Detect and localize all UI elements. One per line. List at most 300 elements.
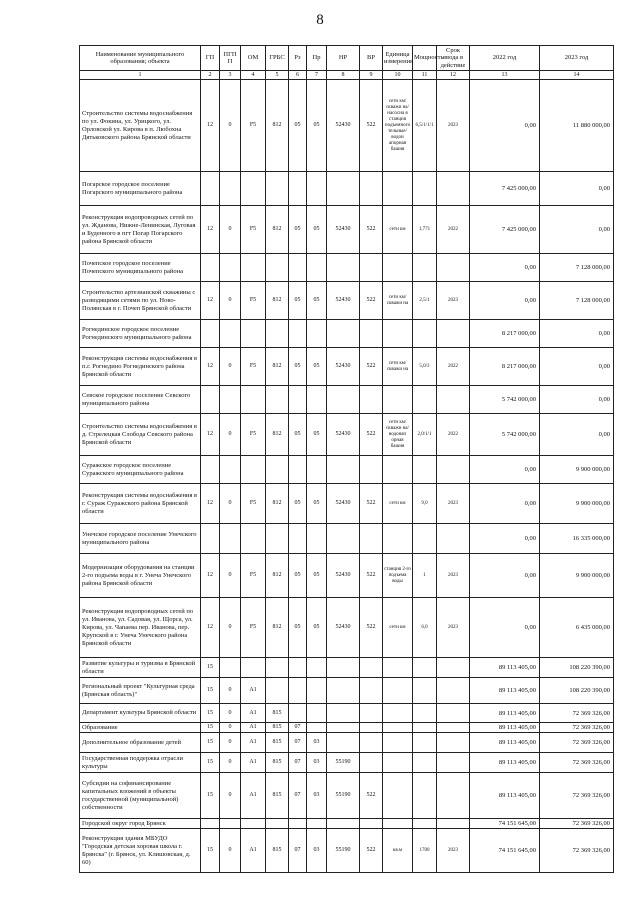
object-name: Реконструкция системы водоснабжения в г. Сураж Суражского района Брянской области <box>80 484 201 524</box>
amount-2023-cell: 16 335 000,00 <box>540 524 614 554</box>
gp-cell <box>201 386 220 414</box>
om-cell: F5 <box>241 484 266 524</box>
rz-cell: 07 <box>289 829 307 873</box>
column-number: 5 <box>266 71 289 80</box>
om-cell: F5 <box>241 554 266 598</box>
column-number: 6 <box>289 71 307 80</box>
pgp-cell <box>220 819 241 829</box>
budget-table <box>79 45 614 873</box>
nr-cell: 52430 <box>327 484 360 524</box>
grbs-cell <box>266 254 289 282</box>
rz-cell: 05 <box>289 348 307 386</box>
amount-2022-cell: 89 113 405,00 <box>470 773 540 819</box>
pr-cell: 03 <box>307 773 327 819</box>
capacity-cell <box>413 658 437 678</box>
amount-2023-cell: 11 880 000,00 <box>540 80 614 172</box>
capacity-cell <box>413 773 437 819</box>
pr-cell <box>307 524 327 554</box>
column-number: 4 <box>241 71 266 80</box>
unit-cell: станция 2-го подъема воды <box>383 554 413 598</box>
rz-cell: 05 <box>289 554 307 598</box>
header-cell: Единица измерения <box>383 46 413 71</box>
pgp-cell: 0 <box>220 829 241 873</box>
vr-cell <box>360 456 383 484</box>
om-cell: F5 <box>241 414 266 456</box>
gp-cell <box>201 254 220 282</box>
rz-cell <box>289 819 307 829</box>
capacity-cell <box>413 320 437 348</box>
pgp-cell: 0 <box>220 414 241 456</box>
unit-cell <box>383 678 413 704</box>
capacity-cell: 1,771 <box>413 206 437 254</box>
object-name: Субсидии на софинансирование капитальных вложений в объекты государственной (муниципальной) собственности <box>80 773 201 819</box>
header-cell: Срок ввода в действие <box>437 46 470 71</box>
gp-cell: 15 <box>201 733 220 753</box>
pgp-cell: 0 <box>220 554 241 598</box>
capacity-cell <box>413 704 437 723</box>
object-name: Строительство системы водоснабжения по ул. Фокина, ул. Урицкого, ул. Орловской ул. Кирова в п. Любохна Дятьковского района Брянской области <box>80 80 201 172</box>
pgp-cell: 0 <box>220 773 241 819</box>
table-row <box>80 320 614 348</box>
pgp-cell: 0 <box>220 678 241 704</box>
pr-cell: 05 <box>307 598 327 658</box>
capacity-cell <box>413 524 437 554</box>
pgp-cell <box>220 658 241 678</box>
table-row <box>80 282 614 320</box>
amount-2023-cell: 0,00 <box>540 172 614 206</box>
pgp-cell: 0 <box>220 733 241 753</box>
object-name: Дополнительное образование детей <box>80 733 201 753</box>
vr-cell <box>360 658 383 678</box>
nr-cell: 52430 <box>327 80 360 172</box>
pgp-cell <box>220 172 241 206</box>
amount-2023-cell: 7 128 000,00 <box>540 254 614 282</box>
om-cell <box>241 320 266 348</box>
om-cell <box>241 386 266 414</box>
gp-cell: 12 <box>201 598 220 658</box>
commission-date-cell: 2023 <box>437 282 470 320</box>
grbs-cell: 815 <box>266 723 289 733</box>
grbs-cell: 815 <box>266 753 289 773</box>
amount-2023-cell: 108 220 390,00 <box>540 678 614 704</box>
pr-cell: 05 <box>307 206 327 254</box>
grbs-cell: 812 <box>266 348 289 386</box>
pr-cell <box>307 819 327 829</box>
pr-cell <box>307 704 327 723</box>
grbs-cell: 812 <box>266 414 289 456</box>
gp-cell: 15 <box>201 723 220 733</box>
commission-date-cell: 2023 <box>437 80 470 172</box>
pr-cell: 05 <box>307 414 327 456</box>
pgp-cell: 0 <box>220 484 241 524</box>
pgp-cell <box>220 254 241 282</box>
amount-2023-cell: 9 900 000,00 <box>540 554 614 598</box>
nr-cell <box>327 678 360 704</box>
commission-date-cell: 2022 <box>437 348 470 386</box>
amount-2022-cell: 8 217 000,00 <box>470 348 540 386</box>
grbs-cell: 812 <box>266 80 289 172</box>
grbs-cell <box>266 386 289 414</box>
om-cell: F5 <box>241 282 266 320</box>
object-name: Модернизация оборудования на станции 2-го подъема воды в г. Унеча Унечского района Брянской области <box>80 554 201 598</box>
object-name: Реконструкция здания МБУДО "Городская детская хоровая школа г. Брянска" (г. Брянск, ул. Клишовская, д. 60) <box>80 829 201 873</box>
table-row <box>80 386 614 414</box>
nr-cell: 55190 <box>327 829 360 873</box>
table-row <box>80 414 614 456</box>
unit-cell <box>383 704 413 723</box>
amount-2022-cell: 74 151 645,00 <box>470 829 540 873</box>
om-cell: A1 <box>241 723 266 733</box>
om-cell: A1 <box>241 733 266 753</box>
gp-cell: 12 <box>201 206 220 254</box>
object-name: Почепское городское поселение Почепского муниципального района <box>80 254 201 282</box>
amount-2023-cell: 0,00 <box>540 348 614 386</box>
rz-cell <box>289 658 307 678</box>
gp-cell: 12 <box>201 282 220 320</box>
vr-cell: 522 <box>360 80 383 172</box>
pgp-cell: 0 <box>220 598 241 658</box>
nr-cell <box>327 524 360 554</box>
column-number: 8 <box>327 71 360 80</box>
capacity-cell: 2,5/1 <box>413 282 437 320</box>
table-row <box>80 704 614 723</box>
vr-cell <box>360 678 383 704</box>
vr-cell: 522 <box>360 598 383 658</box>
capacity-cell: 2,0/1/1 <box>413 414 437 456</box>
capacity-cell: 1700 <box>413 829 437 873</box>
object-name: Реконструкция водопроводных сетей по ул. Жданова, Нижне-Ленинская, Луговая и Буденного в пгт Погар Погарского района Брянской области <box>80 206 201 254</box>
amount-2022-cell: 89 113 405,00 <box>470 704 540 723</box>
header-cell: ОМ <box>241 46 266 71</box>
capacity-cell: 6,0 <box>413 598 437 658</box>
nr-cell <box>327 819 360 829</box>
unit-cell <box>383 723 413 733</box>
grbs-cell: 812 <box>266 484 289 524</box>
header-cell: ВР <box>360 46 383 71</box>
column-number: 1 <box>80 71 201 80</box>
vr-cell <box>360 704 383 723</box>
nr-cell <box>327 320 360 348</box>
vr-cell: 522 <box>360 484 383 524</box>
commission-date-cell <box>437 753 470 773</box>
object-name: Реконструкция системы водоснабжения в п.г. Рогнедино Рогнединского района Брянской области <box>80 348 201 386</box>
pr-cell <box>307 723 327 733</box>
grbs-cell: 815 <box>266 773 289 819</box>
capacity-cell <box>413 733 437 753</box>
gp-cell: 15 <box>201 658 220 678</box>
rz-cell: 05 <box>289 80 307 172</box>
capacity-cell <box>413 678 437 704</box>
unit-cell: сети км/скважи на <box>383 282 413 320</box>
capacity-cell <box>413 386 437 414</box>
vr-cell <box>360 753 383 773</box>
rz-cell <box>289 386 307 414</box>
header-cell: Мощность <box>413 46 437 71</box>
commission-date-cell <box>437 254 470 282</box>
amount-2023-cell: 9 900 000,00 <box>540 484 614 524</box>
capacity-cell: 9,0 <box>413 484 437 524</box>
unit-cell: сети км/скважи на/насосна я станция подъемного тельные/водон апорная башня <box>383 80 413 172</box>
gp-cell: 15 <box>201 829 220 873</box>
amount-2023-cell: 9 900 000,00 <box>540 456 614 484</box>
amount-2023-cell: 0,00 <box>540 206 614 254</box>
pgp-cell <box>220 386 241 414</box>
rz-cell: 05 <box>289 282 307 320</box>
grbs-cell: 812 <box>266 554 289 598</box>
nr-cell: 52430 <box>327 554 360 598</box>
object-name: Городской округ город Брянск <box>80 819 201 829</box>
table-row <box>80 80 614 172</box>
unit-cell <box>383 320 413 348</box>
rz-cell <box>289 704 307 723</box>
amount-2022-cell: 7 425 000,00 <box>470 206 540 254</box>
unit-cell <box>383 733 413 753</box>
pr-cell <box>307 320 327 348</box>
pr-cell <box>307 456 327 484</box>
rz-cell <box>289 456 307 484</box>
column-number: 14 <box>540 71 614 80</box>
om-cell: A1 <box>241 753 266 773</box>
unit-cell: сети км/скважи на/водонап орная башня <box>383 414 413 456</box>
pr-cell: 05 <box>307 554 327 598</box>
object-name: Развитие культуры и туризма в Брянской области <box>80 658 201 678</box>
pr-cell <box>307 658 327 678</box>
capacity-cell <box>413 753 437 773</box>
pgp-cell <box>220 524 241 554</box>
unit-cell <box>383 254 413 282</box>
amount-2023-cell: 72 369 326,00 <box>540 723 614 733</box>
nr-cell <box>327 386 360 414</box>
vr-cell <box>360 320 383 348</box>
capacity-cell <box>413 172 437 206</box>
pgp-cell: 0 <box>220 282 241 320</box>
vr-cell: 522 <box>360 206 383 254</box>
column-number: 2 <box>201 71 220 80</box>
pr-cell: 05 <box>307 80 327 172</box>
object-name: Государственная поддержка отрасли культуры <box>80 753 201 773</box>
table-row <box>80 658 614 678</box>
pr-cell: 05 <box>307 348 327 386</box>
rz-cell: 07 <box>289 723 307 733</box>
vr-cell <box>360 723 383 733</box>
amount-2022-cell: 5 742 000,00 <box>470 414 540 456</box>
object-name: Образование <box>80 723 201 733</box>
commission-date-cell <box>437 819 470 829</box>
header-cell: Рз <box>289 46 307 71</box>
table-row <box>80 733 614 753</box>
amount-2023-cell: 108 220 390,00 <box>540 658 614 678</box>
table-row <box>80 773 614 819</box>
column-number: 10 <box>383 71 413 80</box>
rz-cell: 05 <box>289 414 307 456</box>
amount-2022-cell: 74 151 645,00 <box>470 819 540 829</box>
amount-2022-cell: 0,00 <box>470 524 540 554</box>
unit-cell: сети км <box>383 598 413 658</box>
header-cell: 2022 год <box>470 46 540 71</box>
grbs-cell: 812 <box>266 282 289 320</box>
commission-date-cell <box>437 773 470 819</box>
om-cell <box>241 524 266 554</box>
om-cell: A1 <box>241 773 266 819</box>
pr-cell <box>307 254 327 282</box>
header-cell: 2023 год <box>540 46 614 71</box>
capacity-cell: 6,5/1/1/1 <box>413 80 437 172</box>
gp-cell: 15 <box>201 753 220 773</box>
vr-cell: 522 <box>360 414 383 456</box>
table-row <box>80 484 614 524</box>
column-number: 11 <box>413 71 437 80</box>
object-name: Суражское городское поселение Суражского муниципального района <box>80 456 201 484</box>
unit-cell: сети км <box>383 206 413 254</box>
amount-2022-cell: 0,00 <box>470 598 540 658</box>
vr-cell: 522 <box>360 773 383 819</box>
table-row <box>80 554 614 598</box>
column-number: 13 <box>470 71 540 80</box>
grbs-cell <box>266 524 289 554</box>
grbs-cell <box>266 819 289 829</box>
amount-2023-cell: 72 369 326,00 <box>540 819 614 829</box>
column-number-row <box>80 71 614 80</box>
grbs-cell: 815 <box>266 829 289 873</box>
rz-cell <box>289 254 307 282</box>
pr-cell <box>307 678 327 704</box>
table-body <box>80 80 614 873</box>
unit-cell <box>383 819 413 829</box>
grbs-cell <box>266 320 289 348</box>
pgp-cell: 0 <box>220 723 241 733</box>
vr-cell <box>360 386 383 414</box>
nr-cell <box>327 658 360 678</box>
gp-cell <box>201 819 220 829</box>
nr-cell <box>327 723 360 733</box>
unit-cell <box>383 172 413 206</box>
amount-2023-cell: 0,00 <box>540 320 614 348</box>
gp-cell: 15 <box>201 704 220 723</box>
nr-cell: 52430 <box>327 414 360 456</box>
capacity-cell <box>413 456 437 484</box>
gp-cell <box>201 172 220 206</box>
om-cell: F5 <box>241 80 266 172</box>
header-cell: ГП <box>201 46 220 71</box>
nr-cell: 52430 <box>327 598 360 658</box>
amount-2022-cell: 0,00 <box>470 80 540 172</box>
table-row <box>80 678 614 704</box>
pr-cell: 03 <box>307 753 327 773</box>
nr-cell: 55190 <box>327 773 360 819</box>
gp-cell: 12 <box>201 348 220 386</box>
rz-cell <box>289 524 307 554</box>
capacity-cell <box>413 254 437 282</box>
unit-cell: кв.м <box>383 829 413 873</box>
amount-2022-cell: 89 113 405,00 <box>470 678 540 704</box>
commission-date-cell: 2022 <box>437 206 470 254</box>
column-number: 12 <box>437 71 470 80</box>
page-number: 8 <box>316 12 324 28</box>
commission-date-cell: 2022 <box>437 414 470 456</box>
table-row <box>80 753 614 773</box>
commission-date-cell: 2023 <box>437 484 470 524</box>
object-name: Департамент культуры Брянской области <box>80 704 201 723</box>
nr-cell: 52430 <box>327 282 360 320</box>
rz-cell: 05 <box>289 206 307 254</box>
amount-2023-cell: 72 369 326,00 <box>540 829 614 873</box>
object-name: Региональный проект "Культурная среда (Брянская область)" <box>80 678 201 704</box>
amount-2023-cell: 6 435 000,00 <box>540 598 614 658</box>
unit-cell <box>383 658 413 678</box>
gp-cell <box>201 320 220 348</box>
pr-cell <box>307 172 327 206</box>
unit-cell: сети км <box>383 484 413 524</box>
object-name: Строительство артезианской скважины с разводящими сетями по ул. Ново-Полянская в г. Почеп Брянской области <box>80 282 201 320</box>
table-row <box>80 348 614 386</box>
table-row <box>80 723 614 733</box>
vr-cell <box>360 172 383 206</box>
rz-cell <box>289 320 307 348</box>
amount-2022-cell: 0,00 <box>470 254 540 282</box>
amount-2023-cell: 0,00 <box>540 386 614 414</box>
commission-date-cell <box>437 320 470 348</box>
amount-2022-cell: 0,00 <box>470 456 540 484</box>
commission-date-cell <box>437 386 470 414</box>
vr-cell: 522 <box>360 348 383 386</box>
table-row <box>80 172 614 206</box>
grbs-cell <box>266 658 289 678</box>
pr-cell: 03 <box>307 829 327 873</box>
table-row <box>80 254 614 282</box>
commission-date-cell: 2023 <box>437 598 470 658</box>
rz-cell: 05 <box>289 598 307 658</box>
nr-cell <box>327 704 360 723</box>
amount-2022-cell: 0,00 <box>470 484 540 524</box>
commission-date-cell <box>437 704 470 723</box>
header-row <box>80 46 614 71</box>
amount-2023-cell: 72 369 326,00 <box>540 753 614 773</box>
header-cell: НР <box>327 46 360 71</box>
amount-2023-cell: 0,00 <box>540 414 614 456</box>
table-row <box>80 456 614 484</box>
amount-2022-cell: 89 113 405,00 <box>470 733 540 753</box>
vr-cell <box>360 524 383 554</box>
header-cell: ПГП П <box>220 46 241 71</box>
rz-cell: 07 <box>289 753 307 773</box>
amount-2023-cell: 72 369 326,00 <box>540 733 614 753</box>
column-number: 7 <box>307 71 327 80</box>
gp-cell: 12 <box>201 80 220 172</box>
gp-cell: 12 <box>201 484 220 524</box>
nr-cell <box>327 456 360 484</box>
amount-2023-cell: 72 369 326,00 <box>540 773 614 819</box>
pgp-cell: 0 <box>220 348 241 386</box>
pr-cell: 03 <box>307 733 327 753</box>
table-row <box>80 829 614 873</box>
vr-cell <box>360 819 383 829</box>
pr-cell <box>307 386 327 414</box>
amount-2023-cell: 72 369 326,00 <box>540 704 614 723</box>
amount-2022-cell: 5 742 000,00 <box>470 386 540 414</box>
grbs-cell: 812 <box>266 598 289 658</box>
capacity-cell: 5,0/3 <box>413 348 437 386</box>
amount-2023-cell: 7 128 000,00 <box>540 282 614 320</box>
vr-cell: 522 <box>360 829 383 873</box>
om-cell <box>241 658 266 678</box>
gp-cell: 15 <box>201 773 220 819</box>
capacity-cell <box>413 723 437 733</box>
header-cell: Наименование муниципального образования; объекта <box>80 46 201 71</box>
om-cell: F5 <box>241 206 266 254</box>
header-cell: Пр <box>307 46 327 71</box>
pgp-cell: 0 <box>220 80 241 172</box>
commission-date-cell <box>437 723 470 733</box>
